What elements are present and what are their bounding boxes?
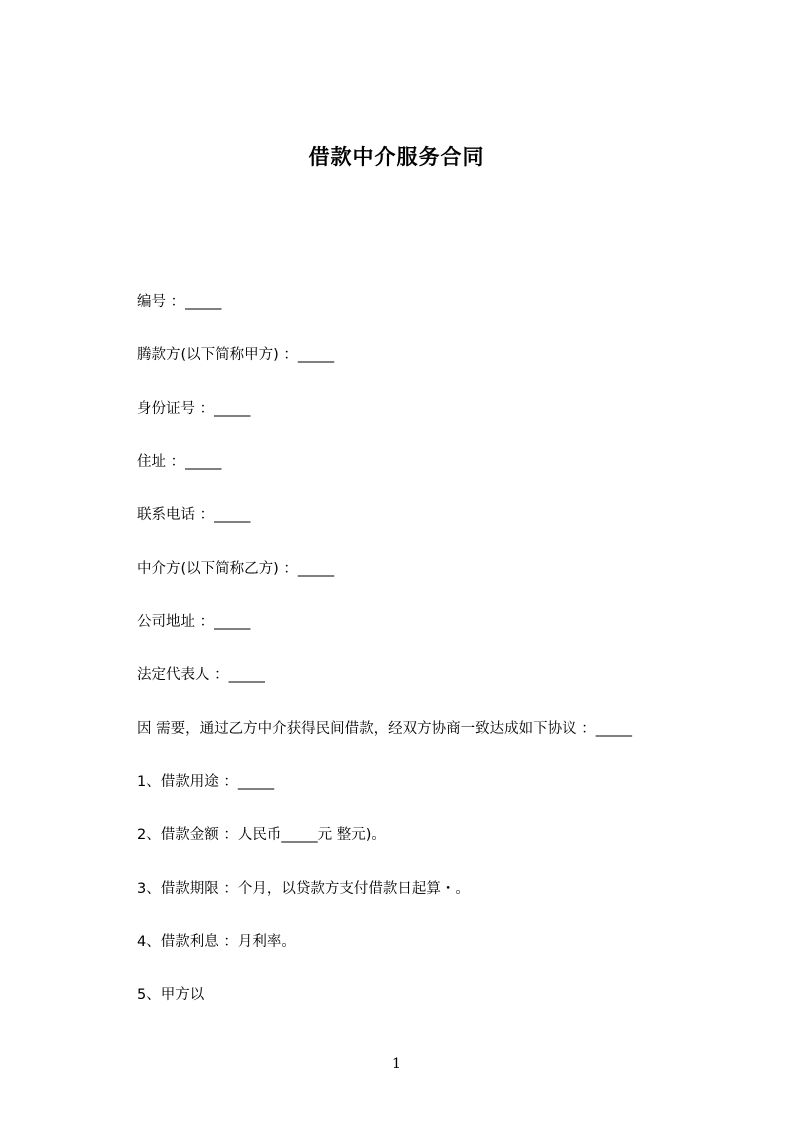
field-id-number: 身份证号 ：_____ (137, 401, 251, 417)
clause-party-a: 5、甲方以 (137, 987, 205, 1003)
clause-amount: 2、借款金额 ：人民币_____元 整元)。 (137, 827, 386, 843)
clause-term: 3、借款期限 ：个月，以贷款方支付借款日起算・。 (137, 881, 470, 897)
field-number: 编号 ：_____ (137, 294, 222, 310)
clause-purpose: 1、借款用途 ：_____ (137, 774, 275, 790)
field-lender: 腾款方(以下简称甲方) ：_____ (137, 347, 335, 363)
field-phone: 联系电话 ：_____ (137, 507, 251, 523)
field-intermediary: 中介方(以下简称乙方) ：_____ (137, 561, 335, 577)
field-legal-representative: 法定代表人 ：_____ (137, 667, 265, 683)
document-title: 借款中介服务合同 (308, 145, 485, 169)
agreement-preamble: 因 需要，通过乙方中介获得民间借款，经双方协商一致达成如下协议 ：_____ (137, 721, 632, 737)
clause-interest: 4、借款利息 ：月利率。 (137, 934, 296, 950)
page-number: 1 (392, 1056, 401, 1072)
field-address: 住址 ：_____ (137, 454, 222, 470)
field-company-address: 公司地址 ：_____ (137, 614, 251, 630)
